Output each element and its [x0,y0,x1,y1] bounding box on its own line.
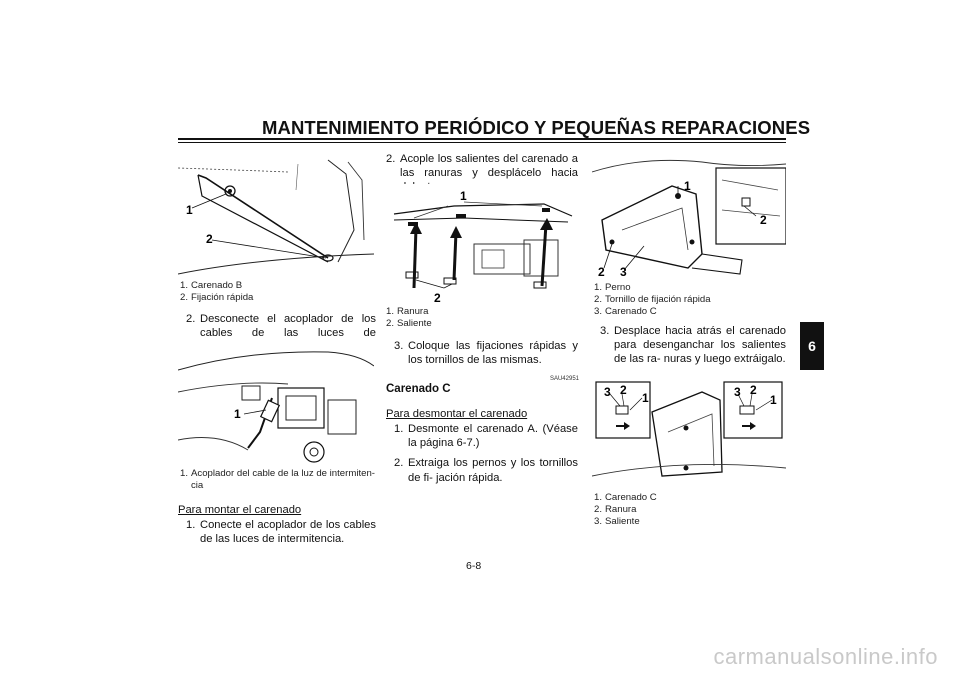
heading-remove-fairing: Para desmontar el carenado [386,408,528,420]
header-rule-thin [178,142,786,143]
fig5-callout-1a: 1 [642,391,649,405]
figure-caption-4: 1. Perno 2. Tornillo de fijación rápida 3. Carenado C [594,282,711,318]
figure-fairing-c-bolts [592,150,786,280]
fig4-callout-2b: 2 [598,265,605,279]
page-title: MANTENIMIENTO PERIÓDICO Y PEQUEÑAS REPARACIONES [262,117,811,138]
figure-fairing-c-slide [592,372,786,488]
fig4-callout-1: 1 [684,179,691,193]
watermark: carmanualsonline.info [713,644,938,669]
figure-caption-5: 1. Carenado C 2. Ranura 3. Saliente [594,492,657,528]
section-title: Carenado C [386,383,451,395]
figure-signal-coupler [178,340,374,464]
fig4-callout-3: 3 [620,265,627,279]
step-install-fasteners: 3. Coloque las fijaciones rápidas y los tornillos de las mismas. [394,340,578,367]
step-remove-fairing: 3. Desplace hacia atrás el carenado para desenganchar los salientes de las ra- nuras y luego extráigalo. [600,325,786,366]
figure-caption-3: 1. Ranura 2. Saliente [386,306,432,330]
fig5-callout-3a: 3 [604,385,611,399]
step-disconnect: 2. Desconecte el acoplador de los cables de las luces de [186,313,376,340]
fig5-callout-2b: 2 [750,383,757,397]
page-number: 6-8 [466,560,482,572]
figure-slots-projections [384,184,580,304]
fig3-callout-1: 1 [460,189,467,203]
fig5-callout-2a: 2 [620,383,627,397]
fig5-callout-3b: 3 [734,385,741,399]
figure-fairing-b [178,150,374,276]
fig2-callout-1: 1 [234,407,241,421]
fig4-callout-2a: 2 [760,213,767,227]
step-connect: 1. Conecte el acoplador de los cables de las luces de intermitencia. [186,519,376,546]
fig1-callout-1: 1 [186,203,193,217]
chapter-tab[interactable]: 6 [800,322,824,370]
fig1-callout-2: 2 [206,232,213,246]
step-attach-projections: 2. Acople los salientes del carenado a las ranuras y desplácelo hacia [386,153,578,180]
figure-caption-2: 1. Acoplador del cable de la luz de intermiten- cia [180,468,375,492]
removal-steps: 1. Desmonte el carenado A. (Véase la página 6-7.) 2. Extraiga los pernos y los tornillos de fi- jación rápida. [394,423,578,484]
fig5-callout-1b: 1 [770,393,777,407]
section-code: SAU42951 [549,376,579,382]
fig3-callout-2: 2 [434,291,441,304]
figure-caption-1: 1. Carenado B 2. Fijación rápida [180,280,254,304]
heading-install-fairing: Para montar el carenado [178,504,302,516]
header-rule-thick [178,138,786,140]
